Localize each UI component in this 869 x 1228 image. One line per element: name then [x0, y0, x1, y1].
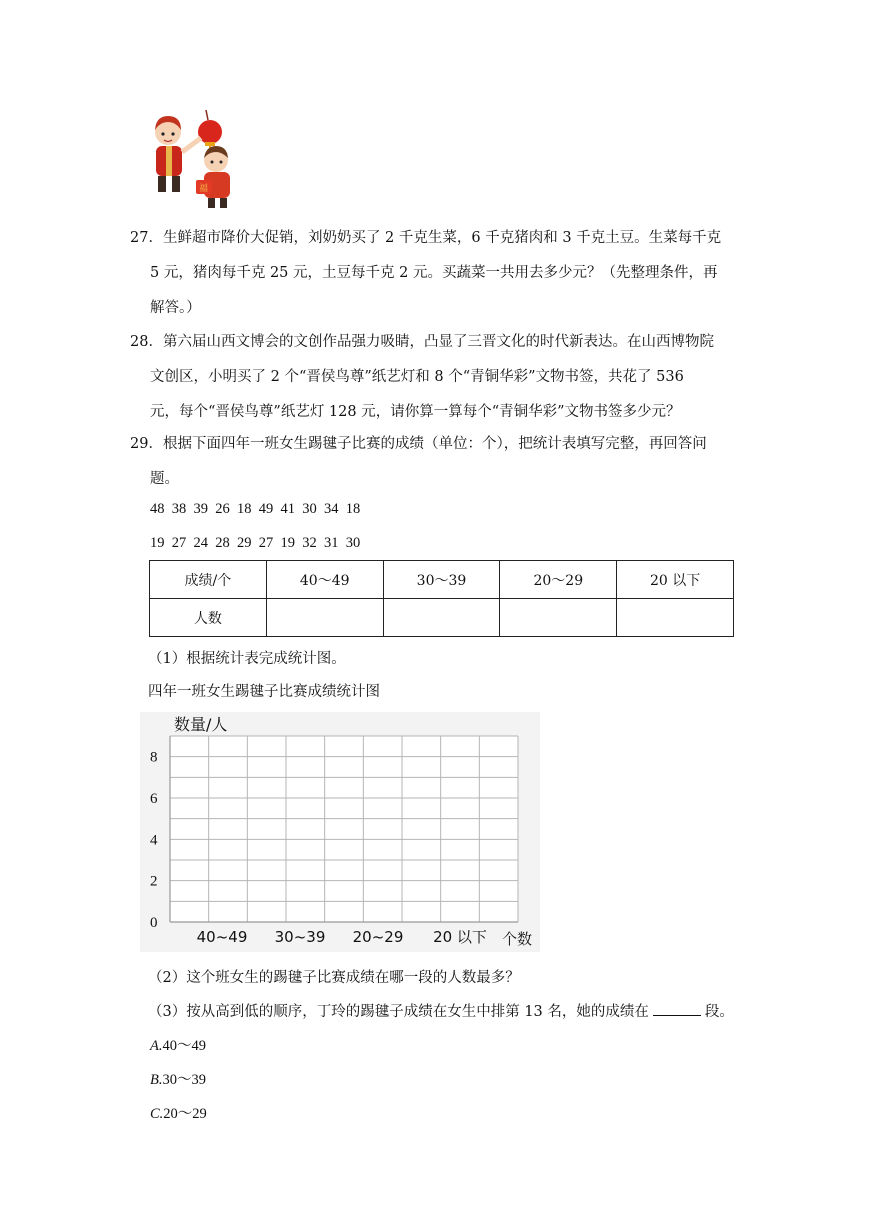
y-tick-label: 2	[150, 873, 158, 890]
chart-title: 四年一班女生踢毽子比赛成绩统计图	[148, 684, 380, 700]
x-tick-label: 40~49	[196, 928, 248, 946]
statistics-table	[149, 560, 734, 637]
option-text: 20～29	[163, 1106, 207, 1122]
option-letter: B.	[150, 1072, 163, 1088]
x-tick-label: 20~29	[352, 928, 404, 946]
sub-question-3	[148, 1000, 734, 1021]
question-text: 解答。）	[150, 300, 201, 316]
question-text: 题。	[150, 471, 179, 487]
y-tick-label: 0	[150, 915, 158, 931]
answer-cell[interactable]	[266, 599, 383, 637]
option-text: 30～39	[162, 1072, 206, 1088]
option-b[interactable]	[150, 1068, 206, 1089]
question-text: 文创区，小明买了 2 个“晋侯鸟尊”纸艺灯和 8 个“青铜华彩”文物书签，共花了 536	[150, 369, 684, 385]
plot-area	[170, 736, 518, 922]
y-axis-label: 数量/人	[174, 715, 228, 734]
children-with-lantern-icon	[146, 108, 256, 212]
table-header-row	[150, 561, 734, 599]
sub-question-2: （2）这个班女生的踢毽子比赛成绩在哪一段的人数最多？	[148, 970, 520, 986]
score-data-row: 19 27 24 28 29 27 19 32 31 30	[150, 535, 361, 551]
score-data-row: 48 38 39 26 18 49 41 30 34 18	[150, 501, 361, 517]
chart-svg	[140, 712, 540, 952]
y-tick-label: 6	[150, 791, 158, 807]
table-header-cell: 成绩/个	[150, 561, 267, 599]
question-text: 27．生鲜超市降价大促销，刘奶奶买了 2 千克生菜，6 千克猪肉和 3 千克土豆。生菜每千克	[130, 230, 722, 246]
answer-cell[interactable]	[617, 599, 734, 637]
option-text: 40～49	[162, 1038, 206, 1054]
sub-question-1: （1）根据统计表完成统计图。	[148, 651, 346, 667]
question-text: 28．第六届山西文博会的文创作品强力吸睛，凸显了三晋文化的时代新表达。在山西博物院	[130, 334, 714, 350]
question-text: 5 元，猪肉每千克 25 元，土豆每千克 2 元。买蔬菜一共用去多少元？（先整理条件，再	[150, 265, 718, 281]
table-header-cell: 40～49	[266, 561, 383, 599]
bar-chart	[140, 712, 540, 952]
answer-blank[interactable]	[653, 1001, 701, 1016]
table-row-label: 人数	[150, 599, 267, 637]
y-tick-label: 8	[150, 749, 158, 766]
y-tick-label: 4	[150, 832, 158, 849]
sub-question-3-suffix: 段。	[704, 1004, 734, 1020]
option-a[interactable]	[150, 1034, 206, 1055]
svg-text:福: 福	[199, 184, 209, 194]
table-header-cell: 20～29	[500, 561, 617, 599]
sub-question-3-text: （3）按从高到低的顺序，丁玲的踢毽子成绩在女生中排第 13 名，她的成绩在	[148, 1004, 649, 1020]
answer-cell[interactable]	[383, 599, 500, 637]
table-header-cell: 20 以下	[617, 561, 734, 599]
option-letter: C.	[150, 1106, 164, 1122]
question-text: 元，每个“晋侯鸟尊”纸艺灯 128 元，请你算一算每个“青铜华彩”文物书签多少元？	[150, 404, 681, 420]
question-text: 29．根据下面四年一班女生踢毽子比赛的成绩（单位：个），把统计表填写完整，再回答问	[130, 436, 707, 452]
x-axis-label: 个数	[502, 930, 533, 948]
x-tick-label: 20 以下	[433, 928, 487, 946]
table-row	[150, 599, 734, 637]
option-c[interactable]	[150, 1102, 207, 1123]
answer-cell[interactable]	[500, 599, 617, 637]
table-header-cell: 30～39	[383, 561, 500, 599]
x-tick-label: 30~39	[274, 928, 326, 946]
option-letter: A.	[150, 1038, 163, 1054]
